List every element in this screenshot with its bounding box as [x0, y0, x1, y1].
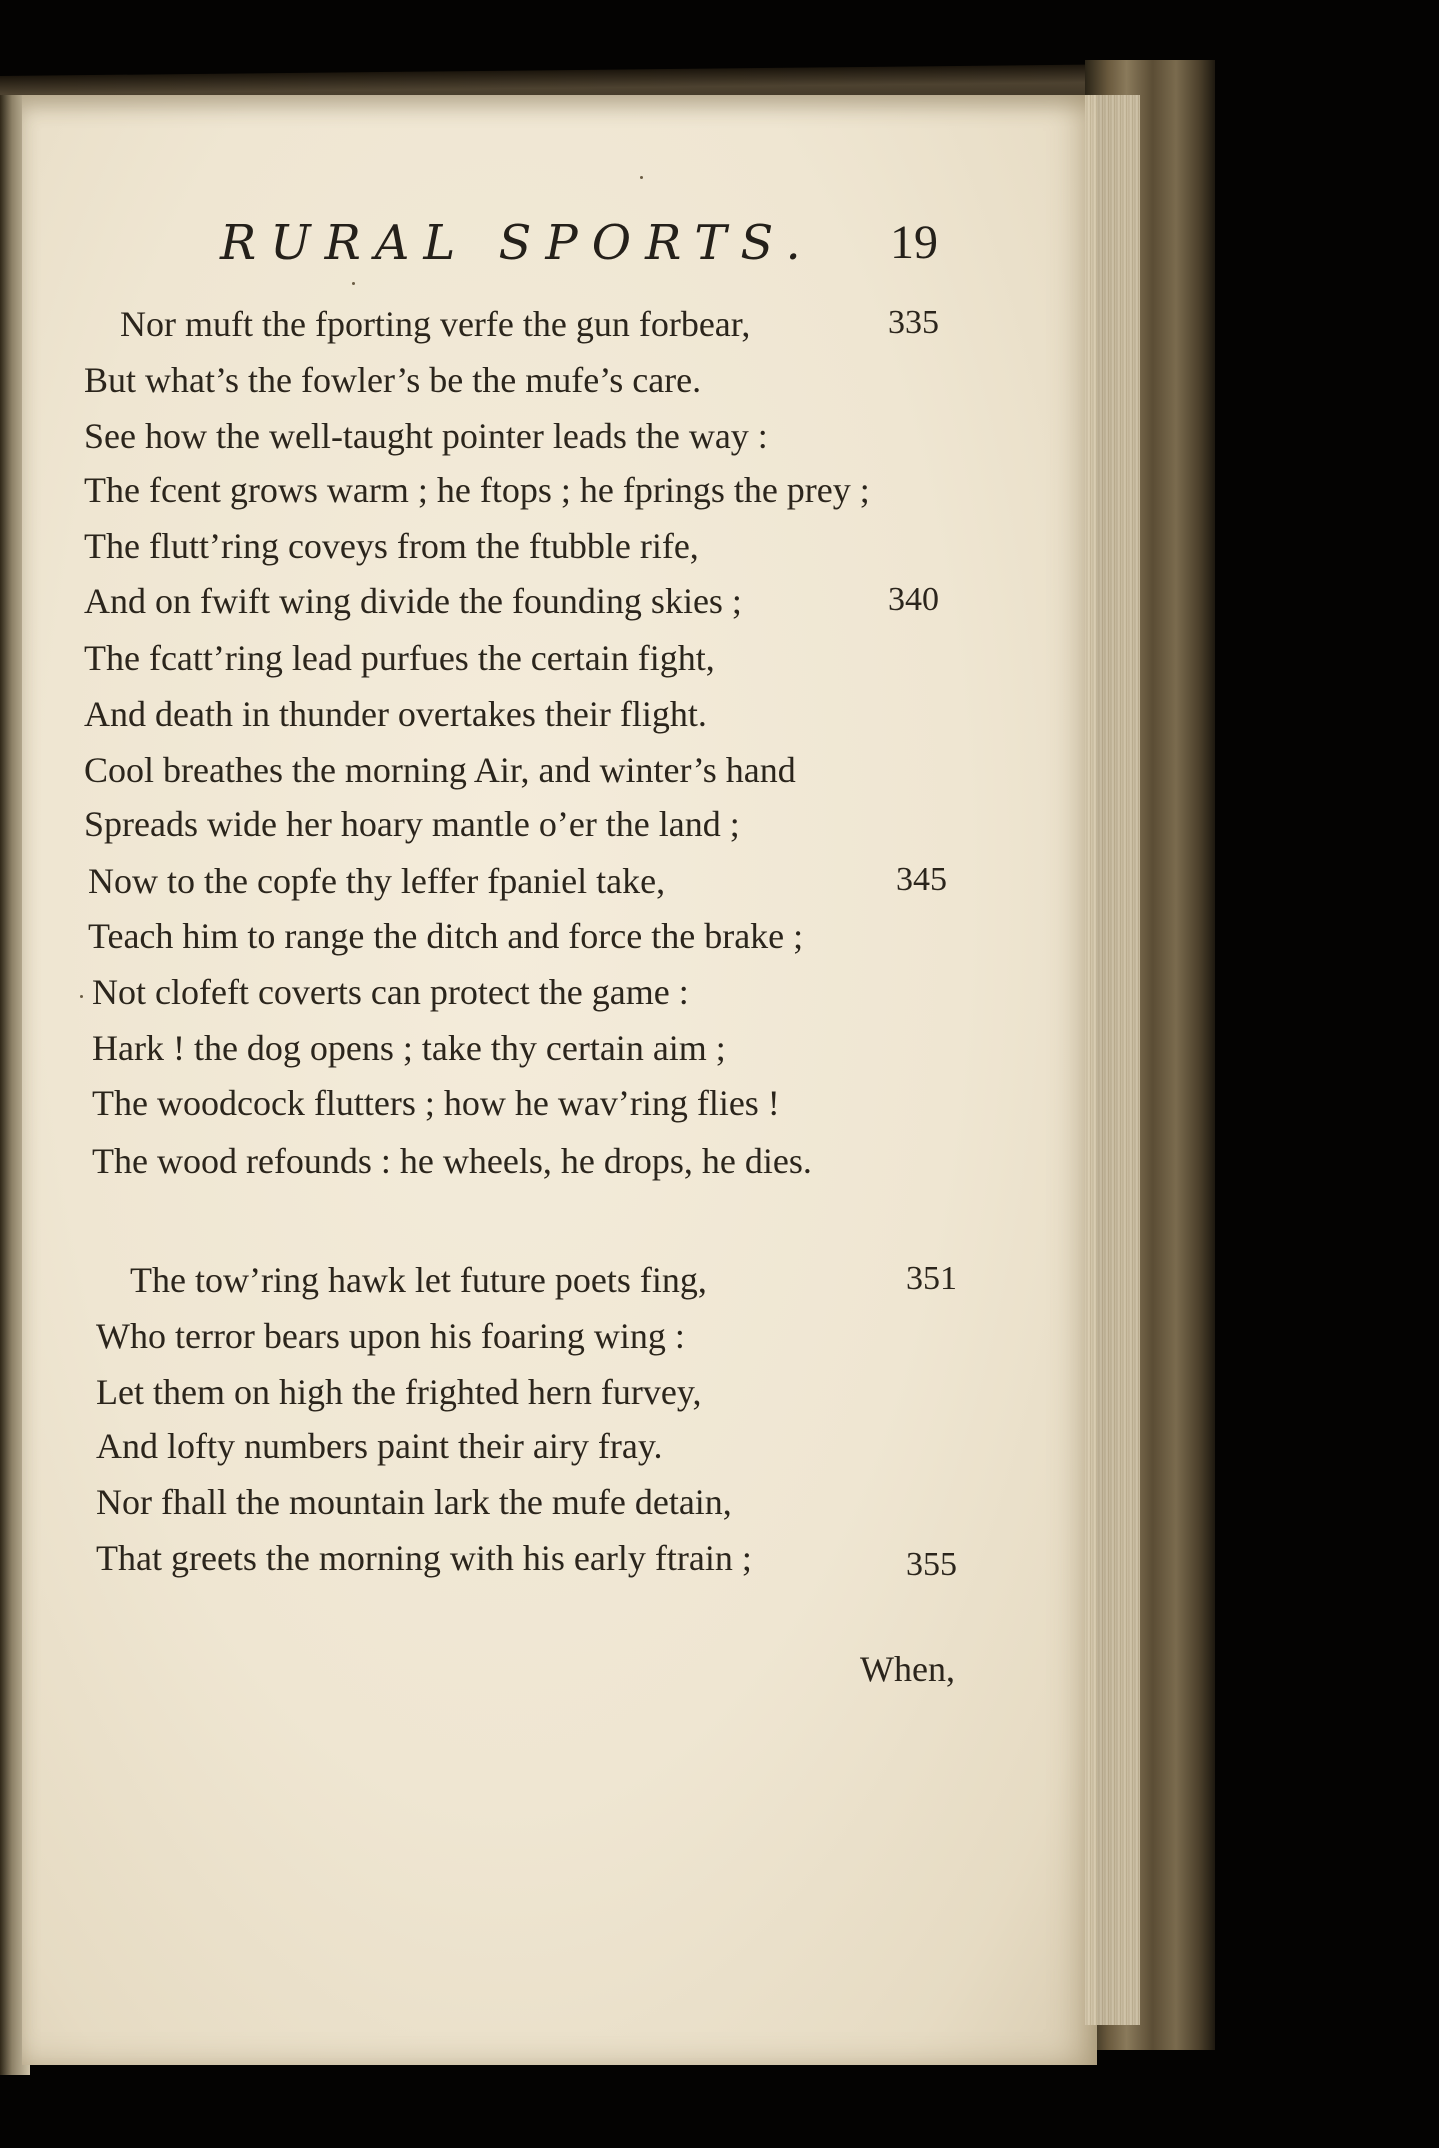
poem-line: The flutt’ring coveys from the ftubble rife, [84, 526, 699, 566]
poem-line: See how the well-taught pointer leads the way : [84, 416, 768, 456]
page-number: 19 [890, 216, 938, 269]
poem-line: Hark ! the dog opens ; take thy certain aim ; [92, 1028, 726, 1068]
poem-line: Now to the copfe thy leffer fpaniel take, [88, 861, 666, 901]
page-block-edges [1085, 95, 1140, 2025]
line-number: 345 [896, 861, 947, 898]
poem-line: And death in thunder overtakes their flight. [84, 694, 707, 734]
line-number: 355 [906, 1546, 957, 1583]
poem-line: Who terror bears upon his foaring wing : [96, 1316, 685, 1356]
poem-line: Nor fhall the mountain lark the mufe detain, [96, 1482, 732, 1522]
poem-line: The woodcock flutters ; how he wav’ring flies ! [92, 1083, 780, 1123]
poem-line: Let them on high the frighted hern furvey, [96, 1372, 702, 1412]
line-number: 351 [906, 1260, 957, 1297]
poem-line: Not clofeft coverts can protect the game : [92, 972, 689, 1012]
ink-speck [640, 176, 643, 179]
running-title: RURAL SPORTS. [220, 215, 815, 271]
ink-speck [80, 995, 83, 998]
poem-line: And lofty numbers paint their airy fray. [96, 1426, 663, 1466]
poem-line: The tow’ring hawk let future poets fing, [130, 1260, 707, 1300]
poem-line: The wood refounds : he wheels, he drops, he dies. [92, 1141, 812, 1181]
poem-line: That greets the morning with his early ftrain ; [96, 1538, 752, 1578]
poem-line: Nor muft the fporting verfe the gun forbear, [120, 304, 751, 344]
poem-line: Teach him to range the ditch and force the brake ; [88, 916, 804, 956]
poem-line: The fcent grows warm ; he ftops ; he fprings the prey ; [84, 470, 870, 510]
poem-line: The fcatt’ring lead purfues the certain fight, [84, 638, 715, 678]
line-number: 335 [888, 304, 939, 341]
catchword: When, [860, 1649, 955, 1689]
line-number: 340 [888, 581, 939, 618]
poem-line: Cool breathes the morning Air, and winter’s hand [84, 750, 796, 790]
poem-line: But what’s the fowler’s be the mufe’s care. [84, 360, 702, 400]
ink-speck [352, 282, 355, 285]
poem-line: Spreads wide her hoary mantle o’er the land ; [84, 804, 740, 844]
poem-line: And on fwift wing divide the founding skies ; [84, 581, 742, 621]
